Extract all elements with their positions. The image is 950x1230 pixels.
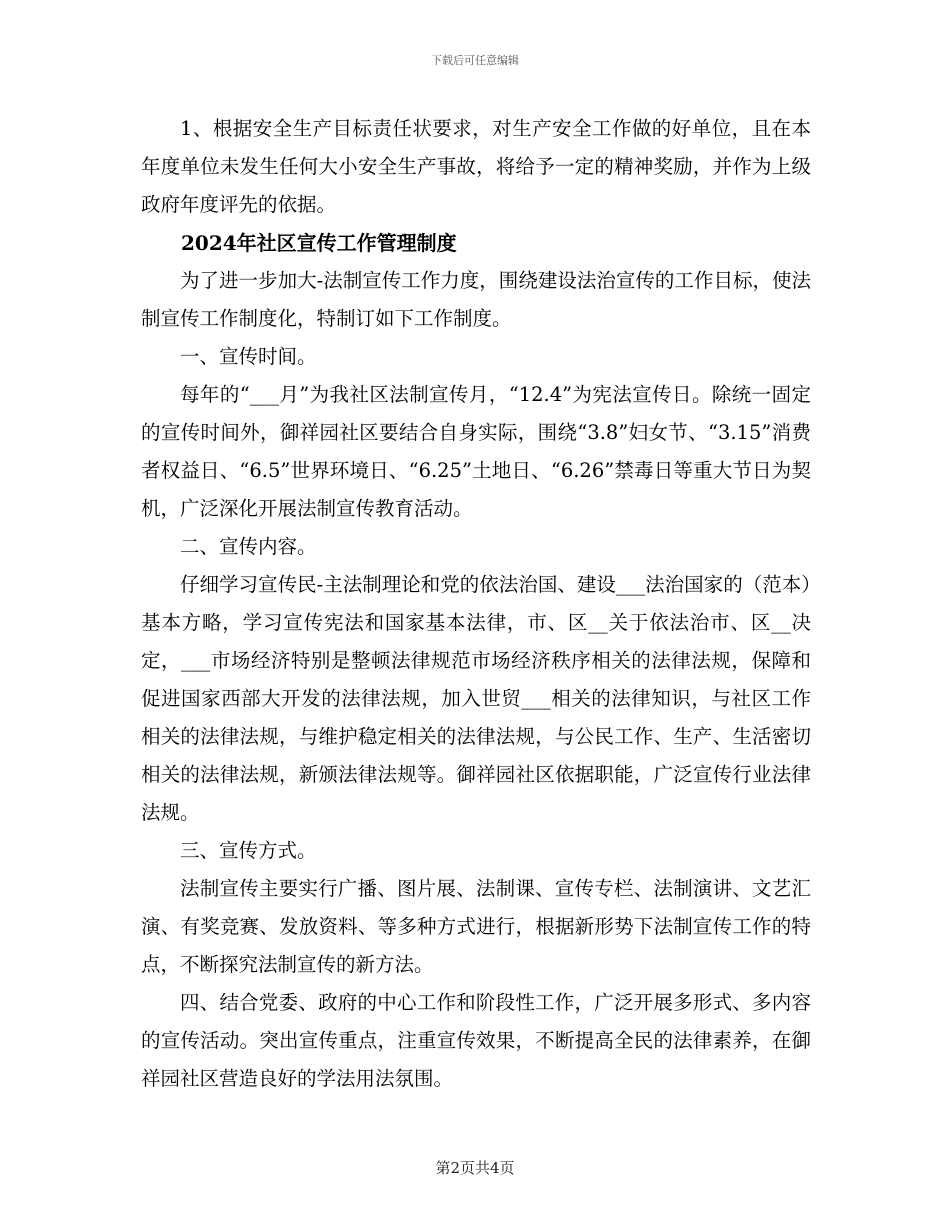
- paragraph-1: 1、根据安全生产目标责任状要求，对生产安全工作做的好单位，且在本年度单位未发生任何大小安全生产事故，将给予一定的精神奖励，并作为上级政府年度评先的依据。: [141, 117, 811, 216]
- section-1-body: 每年的“___月”为我社区法制宣传月，“12.4”为宪法宣传日。除统一固定的宣传时间外，御祥园社区要结合自身实际，围绕“3.8”妇女节、“3.15”消费者权益日、“6.5”世界环境日、“6.25”土地日、“6.26”禁毒日等重大节日为契机，广泛深化开展法制宣传教育活动。: [141, 383, 811, 520]
- intro-paragraph: 为了进一步加大-法制宣传工作力度，围绕建设法治宣传的工作目标，使法制宣传工作制度化，特制订如下工作制度。: [141, 269, 811, 330]
- section-3-heading: 三、宣传方式。: [180, 839, 317, 862]
- document-title: 2024年社区宣传工作管理制度: [181, 231, 457, 255]
- section-3-body: 法制宣传主要实行广播、图片展、法制课、宣传专栏、法制演讲、文艺汇演、有奖竞赛、发放资料、等多种方式进行，根据新形势下法制宣传工作的特点，不断探究法制宣传的新方法。: [141, 877, 811, 976]
- section-1-heading: 一、宣传时间。: [180, 345, 317, 368]
- section-2-heading: 二、宣传内容。: [180, 535, 317, 558]
- page-number: 第2页共4页: [435, 1159, 515, 1177]
- section-2-body: 仔细学习宣传民-主法制理论和党的依法治国、建设___法治国家的（范本）基本方略，学习宣传宪法和国家基本法律，市、区__关于依法治市、区__决定，___市场经济特别是整顿法律规范市场经济秩序相关的法律法规，保障和促进国家西部大开发的法律法规，加入世贸___相关的法律知识，与社区工作相关的法律法规，与维护稳定相关的法律法规，与公民工作、生产、生活密切相关的法律法规，新颁法律法规等。御祥园社区依据职能，广泛宣传行业法律法规。: [141, 573, 811, 824]
- section-4-body: 四、结合党委、政府的中心工作和阶段性工作，广泛开展多形式、多内容的宣传活动。突出宣传重点，注重宣传效果，不断提高全民的法律素养，在御祥园社区营造良好的学法用法氛围。: [141, 991, 811, 1090]
- page-header-note: 下载后可任意编辑: [431, 54, 519, 67]
- document-body: [141, 110, 811, 1098]
